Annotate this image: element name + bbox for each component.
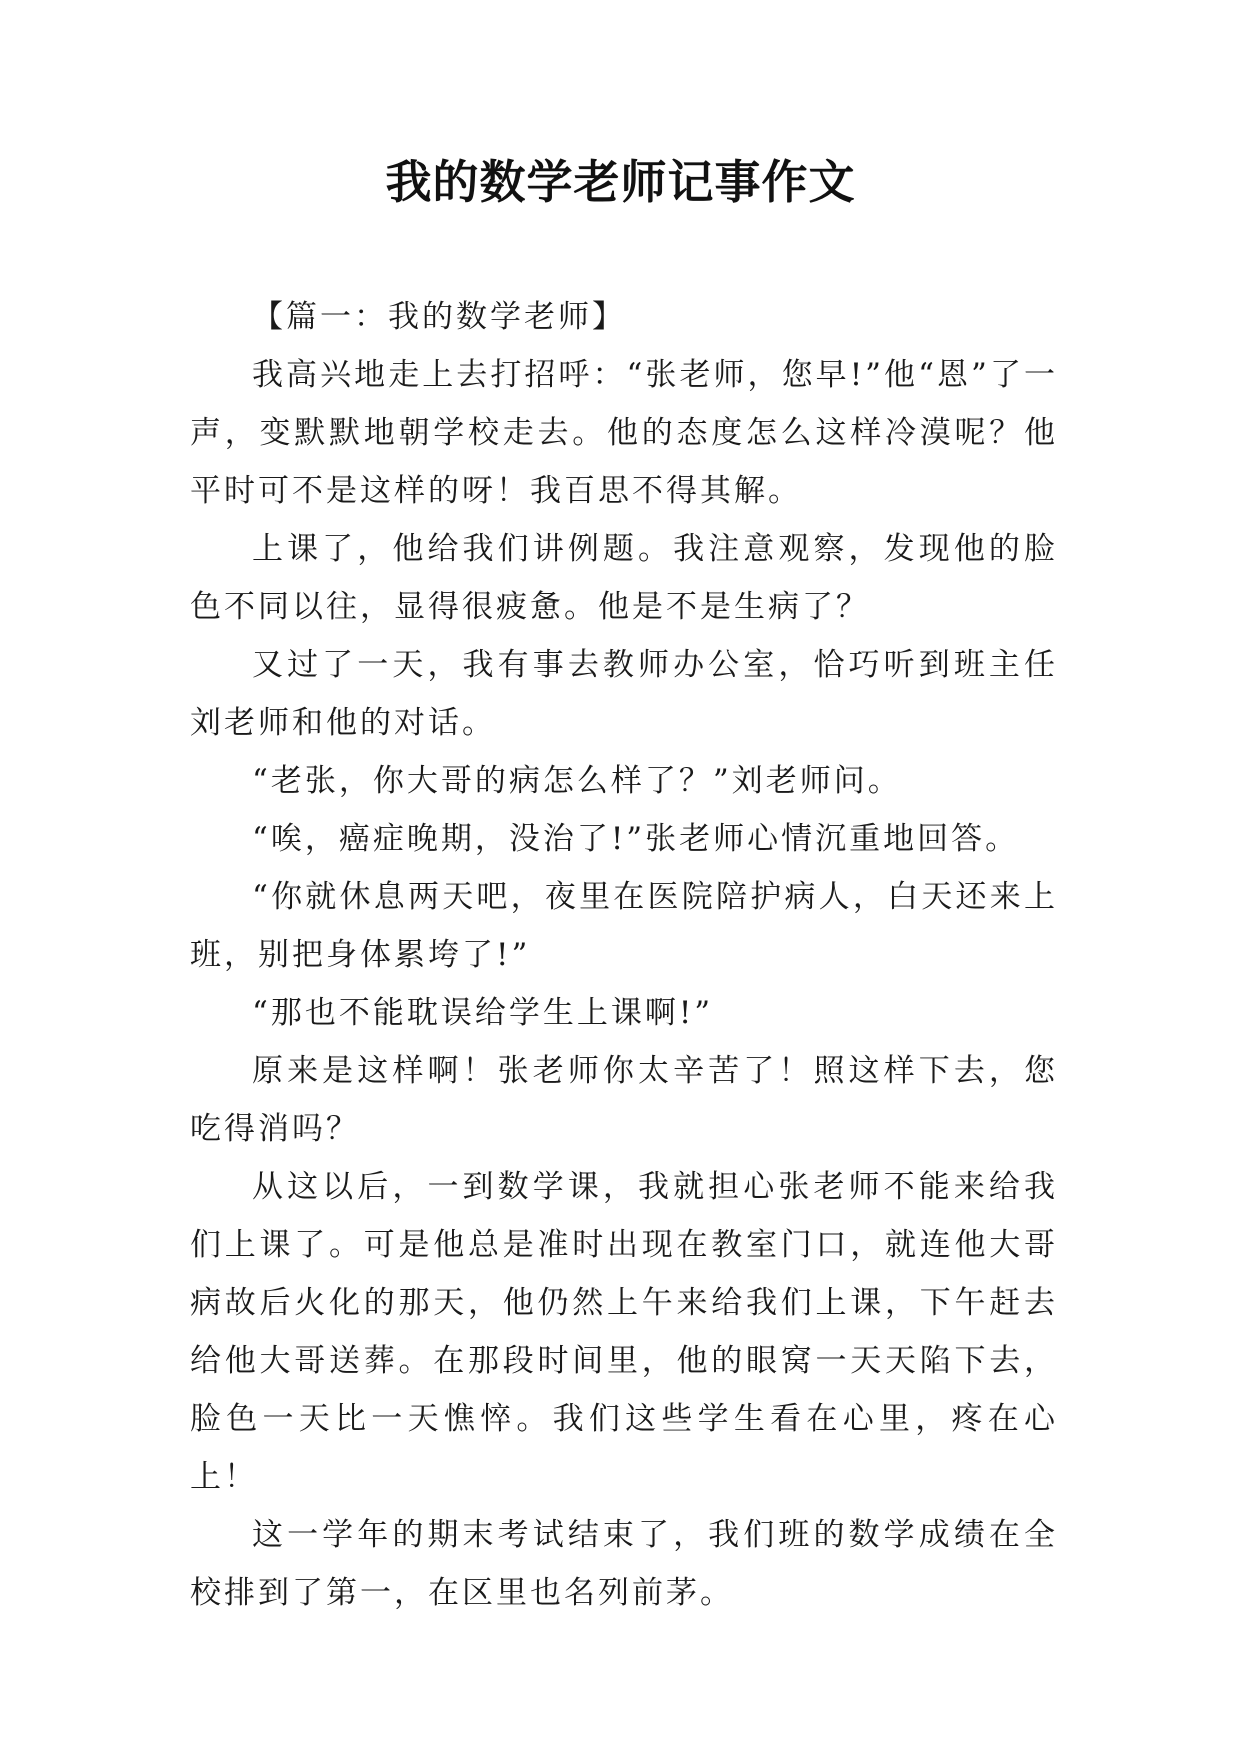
paragraph-section-heading: 【篇一：我的数学老师】 xyxy=(252,299,626,335)
paragraph: “老张，你大哥的病怎么样了？”刘老师问。 xyxy=(252,763,902,799)
document-body xyxy=(190,288,1058,1622)
paragraph: 从这以后，一到数学课，我就担心张老师不能来给我们上课了。可是他总是准时出现在教室门口，就连他大哥病故后火化的那天，他仍然上午来给我们上课，下午赶去给他大哥送葬。在那段时间里，他的眼窝一天天陷下去，脸色一天比一天憔悴。我们这些学生看在心里，疼在心上！ xyxy=(190,1169,1058,1495)
paragraph: 我高兴地走上去打招呼：“张老师，您早!”他“恩”了一声，变默默地朝学校走去。他的态度怎么这样冷漠呢？他平时可不是这样的呀！我百思不得其解。 xyxy=(190,357,1058,509)
paragraph: “你就休息两天吧，夜里在医院陪护病人，白天还来上班，别把身体累垮了!” xyxy=(190,879,1058,973)
paragraph: “那也不能耽误给学生上课啊!” xyxy=(252,995,714,1031)
paragraph: 原来是这样啊！张老师你太辛苦了！照这样下去，您吃得消吗？ xyxy=(190,1053,1058,1147)
paragraph: “唉，癌症晚期，没治了!”张老师心情沉重地回答。 xyxy=(252,821,1020,857)
document-title: 我的数学老师记事作文 xyxy=(385,155,856,209)
paragraph: 上课了，他给我们讲例题。我注意观察，发现他的脸色不同以往，显得很疲惫。他是不是生病了？ xyxy=(190,531,1058,625)
paragraph: 这一学年的期末考试结束了，我们班的数学成绩在全校排到了第一，在区里也名列前茅。 xyxy=(190,1517,1058,1611)
paragraph: 又过了一天，我有事去教师办公室，恰巧听到班主任刘老师和他的对话。 xyxy=(190,647,1058,741)
